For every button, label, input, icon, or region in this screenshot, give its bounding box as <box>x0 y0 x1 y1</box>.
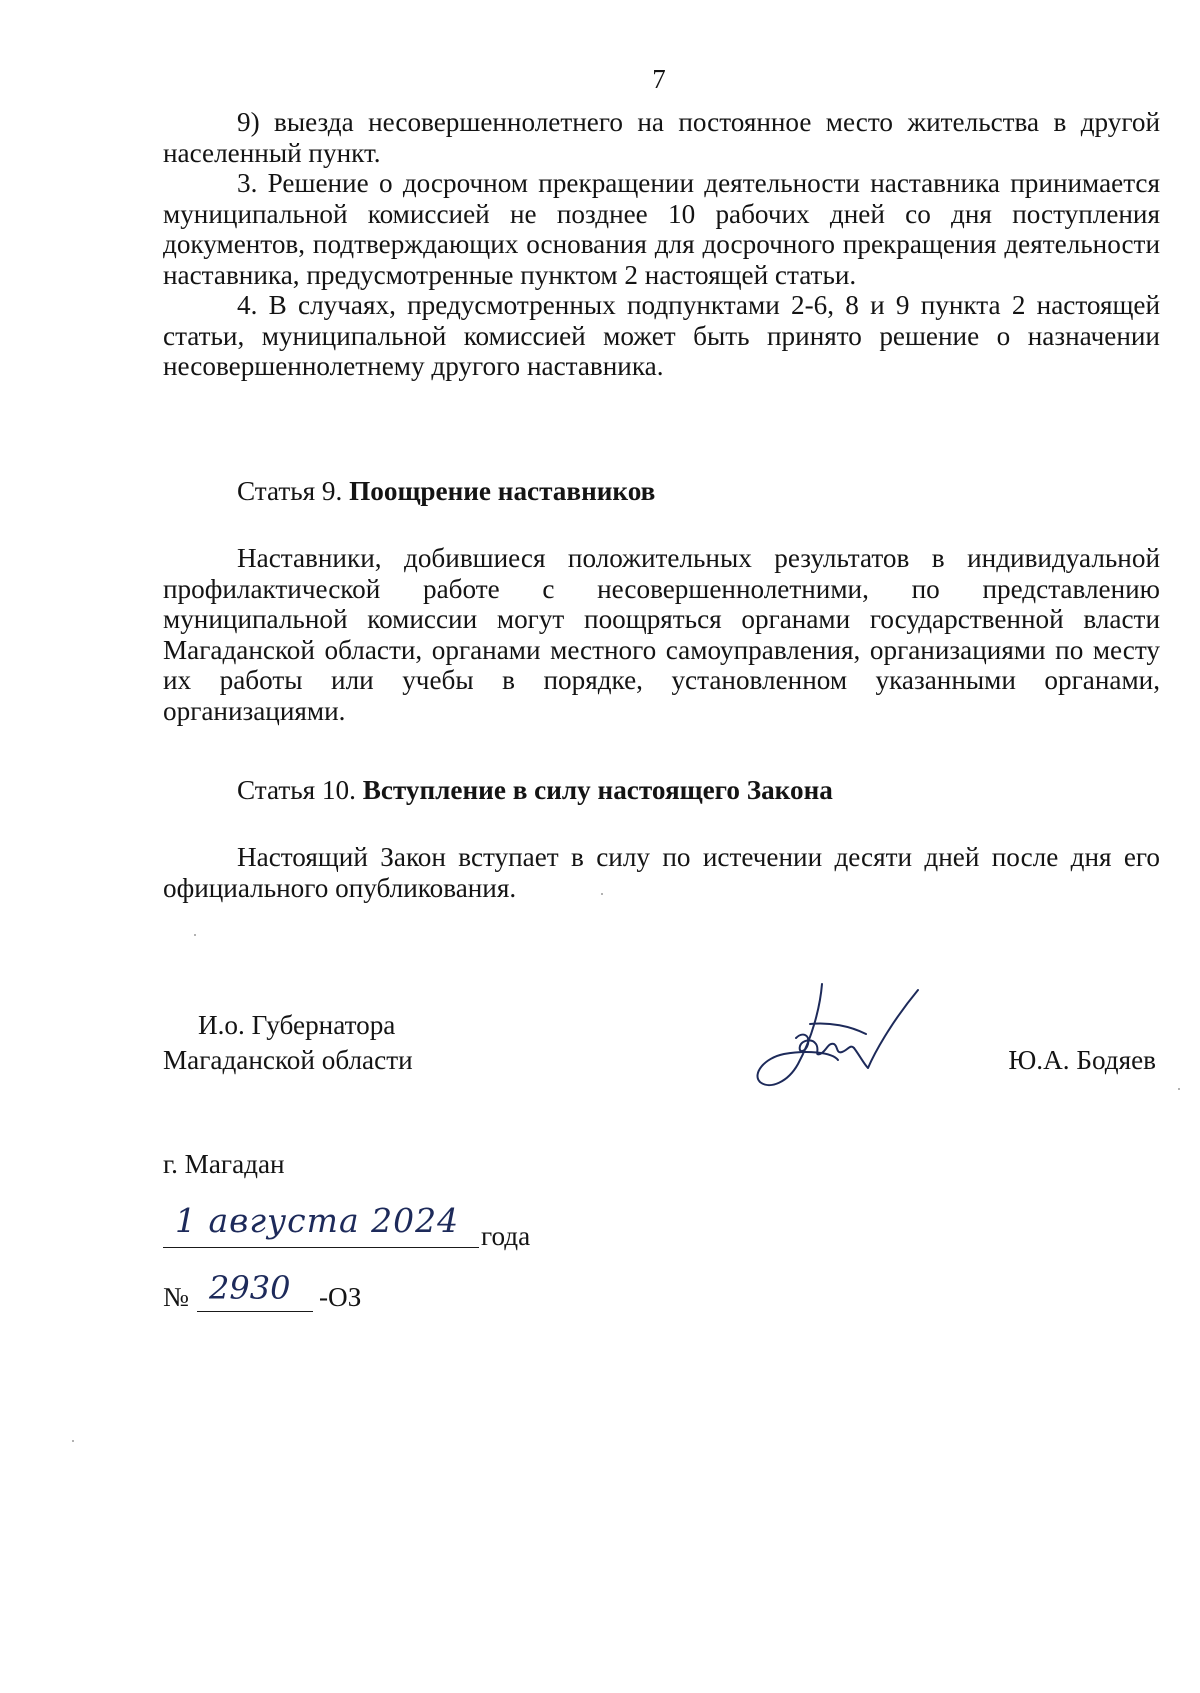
article-10-heading <box>237 773 833 807</box>
date-handwritten: 1 августа 2024 <box>175 1201 460 1240</box>
scan-speck <box>72 1440 74 1442</box>
law-number-prefix: № <box>163 1282 189 1312</box>
signatory-name: Ю.А. Бодяев <box>1008 1045 1156 1075</box>
law-number-handwritten: 2930 <box>209 1269 291 1307</box>
law-number-line <box>163 1269 463 1321</box>
scan-speck <box>1178 1088 1180 1090</box>
article-9-label: Статья 9. <box>237 476 343 506</box>
top-section <box>163 107 1160 382</box>
law-number-suffix: -ОЗ <box>319 1282 362 1312</box>
date-line <box>163 1201 563 1255</box>
article-10-label: Статья 10. <box>237 775 356 805</box>
page-number: 7 <box>652 64 666 94</box>
article-9-title: Поощрение наставников <box>349 476 656 506</box>
signatory-position <box>163 1008 413 1078</box>
signatory-position-line2: Магаданской области <box>163 1045 413 1075</box>
article-9-body <box>163 543 1160 726</box>
paragraph-point-3: 3. Решение о досрочном прекращении деятельности наставника принимается муниципальной комиссией не позднее 10 рабочих дней со дня поступления документов, подтверждающих основания для досрочного прекращения деятельности наставника, предусмотренные пунктом 2 настоящей статьи. <box>163 168 1160 290</box>
paragraph-item-9: 9) выезда несовершеннолетнего на постоянное место жительства в другой населенный пункт. <box>163 107 1160 168</box>
article-10-title: Вступление в силу настоящего Закона <box>362 775 833 805</box>
article-9-text: Наставники, добившиеся положительных результатов в индивидуальной профилактической работе с несовершеннолетними, по представлению муниципальной комиссии могут поощряться органами государственной власти Магаданской области, органами местного самоуправления, организациями по месту их работы или учебы в порядке, установленном указанными органами, организациями. <box>163 543 1160 726</box>
scan-speck <box>601 893 603 895</box>
paragraph-point-4: 4. В случаях, предусмотренных подпунктами 2-6, 8 и 9 пункта 2 настоящей статьи, муниципальной комиссией может быть принято решение о назначении несовершеннолетнему другого наставника. <box>163 290 1160 381</box>
place: г. Магадан <box>163 1149 285 1179</box>
signatory-position-line1: И.о. Губернатора <box>198 1010 396 1040</box>
article-9-heading <box>237 474 655 508</box>
article-10-text: Настоящий Закон вступает в силу по истечении десяти дней после дня его официального опубликования. <box>163 842 1160 903</box>
handwritten-signature <box>750 978 930 1098</box>
scan-speck <box>194 934 196 936</box>
date-suffix: года <box>481 1221 531 1251</box>
article-10-body <box>163 842 1160 903</box>
